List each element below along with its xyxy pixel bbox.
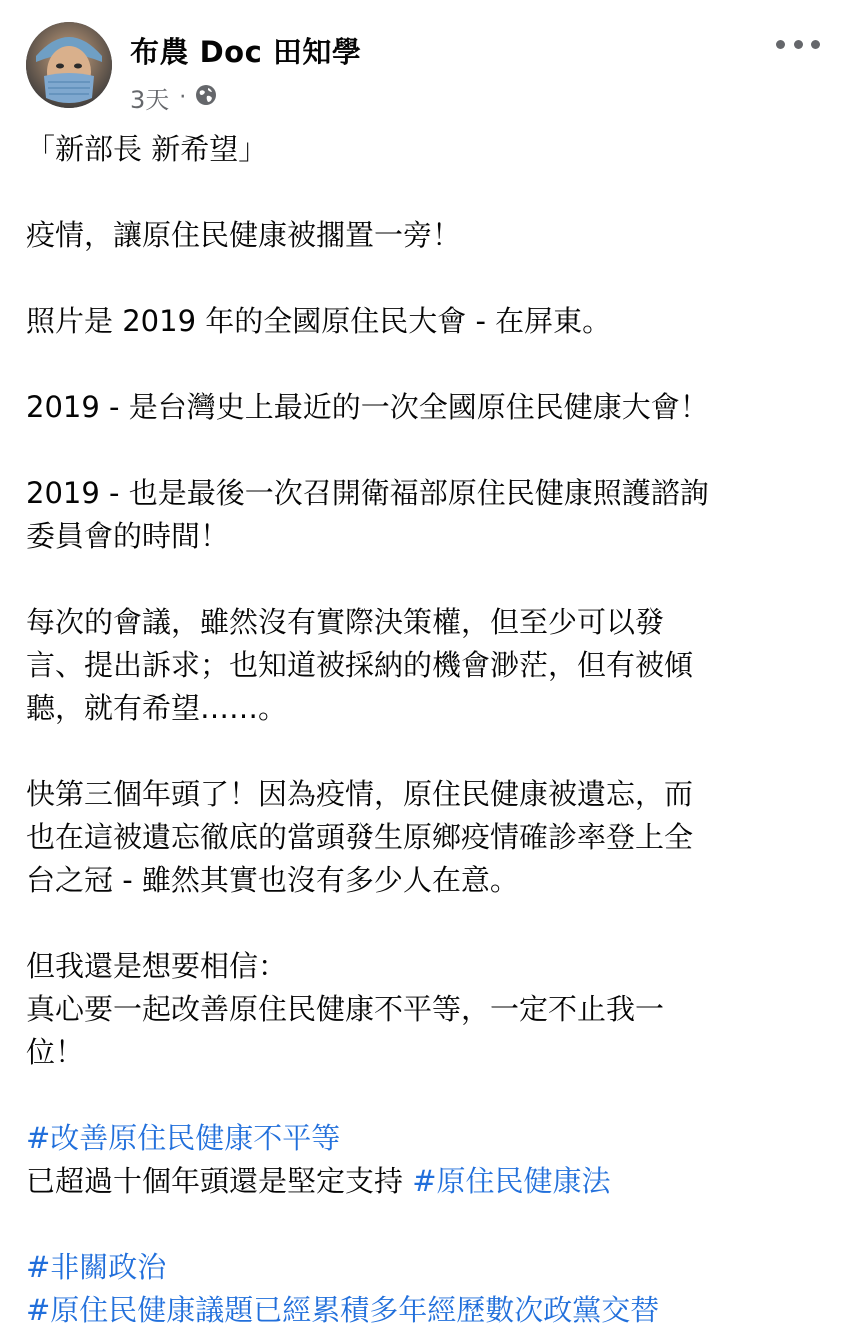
text-line: 2019 - 也是最後一次召開衛福部原住民健康照護諮詢 [26,476,709,510]
hashtag-block-2 [26,1246,816,1332]
post-paragraph-6 [26,773,816,902]
post-meta [130,80,218,115]
post-paragraph-2: 照片是 2019 年的全國原住民大會 - 在屏東。 [26,304,612,338]
post-header [26,22,826,114]
post-paragraph-3: 2019 - 是台灣史上最近的一次全國原住民健康大會！ [26,390,709,424]
support-text: 已超過十個年頭還是堅定支持 [26,1164,413,1198]
text-line: 快第三個年頭了！因為疫情，原住民健康被遺忘，而 [26,777,694,811]
author-name[interactable]: 布農 Doc 田知學 [130,35,362,69]
text-line: 每次的會議，雖然沒有實際決策權，但至少可以發 [26,605,665,639]
text-line: 台之冠 - 雖然其實也沒有多少人在意。 [26,863,519,897]
text-line: 委員會的時間！ [26,519,230,553]
post-paragraph-1: 疫情，讓原住民健康被擱置一旁！ [26,218,462,252]
globe-icon [194,83,218,113]
text-line: 但我還是想要相信： [26,949,288,983]
hashtag-link[interactable]: #原住民健康法 [412,1164,611,1198]
more-dot [811,40,820,49]
hashtag-block-1 [26,1117,816,1203]
meta-separator: · [179,85,187,110]
post-paragraph-4 [26,472,816,558]
support-line [26,1160,816,1203]
hashtag-link[interactable]: #非關政治 [26,1250,167,1284]
hashtag-link[interactable]: #改善原住民健康不平等 [26,1121,341,1155]
text-line: 真心要一起改善原住民健康不平等，一定不止我一 [26,992,665,1026]
text-line: 言、提出訴求；也知道被採納的機會渺茫，但有被傾 [26,648,694,682]
hashtag-link[interactable]: #原住民健康議題已經累積多年經歷數次政黨交替 [26,1293,660,1327]
more-dot [794,40,803,49]
text-line: 聽，就有希望……。 [26,691,288,725]
avatar-photo [26,22,112,108]
more-options-icon[interactable] [776,32,820,56]
text-line: 也在這被遺忘徹底的當頭發生原鄉疫情確診率登上全 [26,820,694,854]
text-line: 位！ [26,1035,85,1069]
more-dot [776,40,785,49]
post-title: 「新部長 新希望」 [26,132,268,166]
post-paragraph-7 [26,945,816,1074]
post-time[interactable]: 3天 [130,86,170,114]
post-body [26,128,816,1332]
author-avatar[interactable] [26,22,112,108]
post-paragraph-5 [26,601,816,730]
